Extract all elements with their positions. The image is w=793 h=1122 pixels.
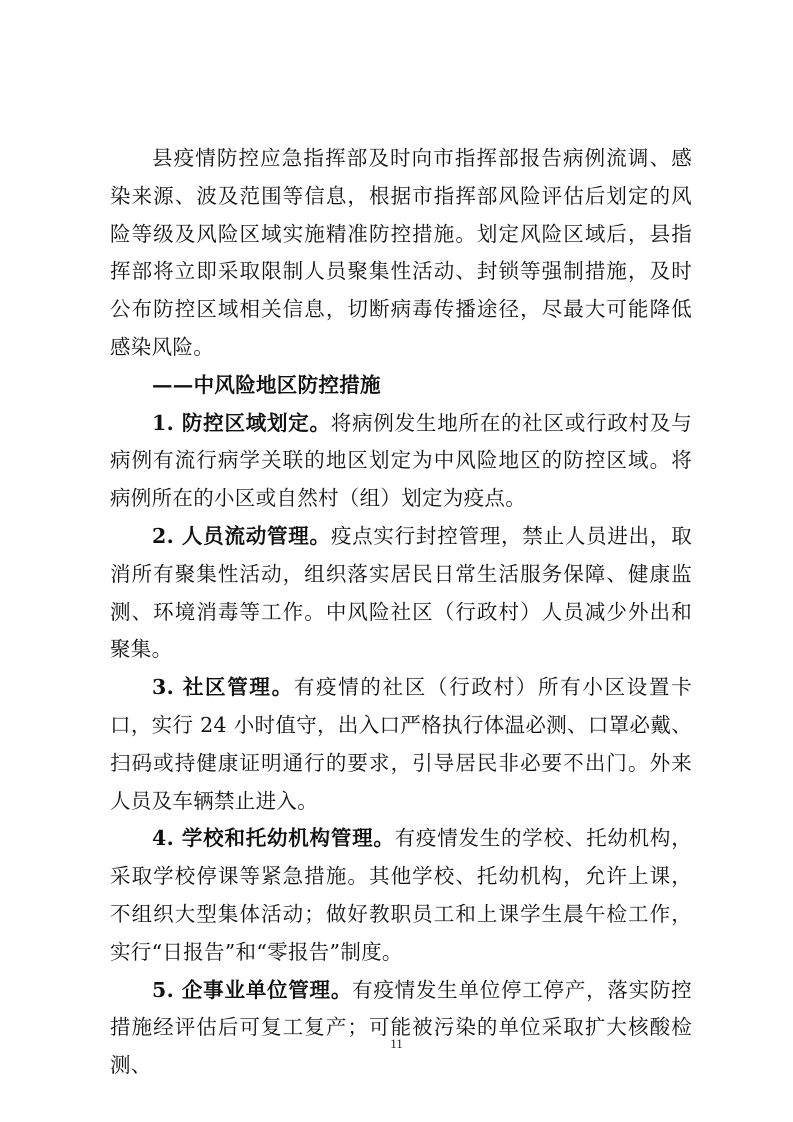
item-paragraph-3	[110, 669, 692, 820]
item-paragraph-4	[110, 820, 692, 971]
intro-paragraph: 县疫情防控应急指挥部及时向市指挥部报告病例流调、感染来源、波及范围等信息，根据市指挥部风险评估后划定的风险等级及风险区域实施精准防控措施。划定风险区域后，县指挥部将立即采取限制人员聚集性活动、封锁等强制措施，及时公布防控区域相关信息，切断病毒传播途径，尽最大可能降低感染风险。	[110, 146, 692, 359]
page-number: 11	[390, 1036, 403, 1051]
item-text-3: 有疫情的社区（行政村）所有小区设置卡口，实行 24 小时值守，出入口严格执行体温必测、口罩必戴、扫码或持健康证明通行的要求，引导居民非必要不出门。外来人员及车辆禁止进入。	[110, 675, 692, 813]
item-paragraph-1	[110, 405, 692, 518]
item-text-5: 有疫情发生单位停工停产，落实防控措施经评估后可复工复产；可能被污染的单位采取扩大核酸检测、	[110, 977, 692, 1078]
item-lead-3: 3. 社区管理。	[152, 675, 294, 700]
item-lead-4: 4. 学校和托幼机构管理。	[152, 826, 395, 851]
item-text-1: 将病例发生地所在的社区或行政村及与病例有流行病学关联的地区划定为中风险地区的防控区域。将病例所在的小区或自然村（组）划定为疫点。	[110, 410, 692, 511]
item-paragraph-5	[110, 972, 692, 1085]
item-text-2: 疫点实行封控管理，禁止人员进出，取消所有聚集性活动，组织落实居民日常生活服务保障、健康监测、环境消毒等工作。中风险社区（行政村）人员减少外出和聚集。	[110, 523, 692, 662]
item-lead-1: 1. 防控区域划定。	[152, 410, 331, 435]
document-body	[110, 140, 692, 1085]
item-lead-5: 5. 企事业单位管理。	[152, 977, 353, 1002]
item-lead-2: 2. 人员流动管理。	[152, 523, 331, 548]
item-text-4: 有疫情发生的学校、托幼机构，采取学校停课等紧急措施。其他学校、托幼机构，允许上课，不组织大型集体活动；做好教职员工和上课学生晨午检工作，实行“日报告”和“零报告”制度。	[110, 826, 693, 964]
item-paragraph-2	[110, 518, 692, 669]
section-heading: ——中风险地区防控措施	[152, 372, 381, 397]
